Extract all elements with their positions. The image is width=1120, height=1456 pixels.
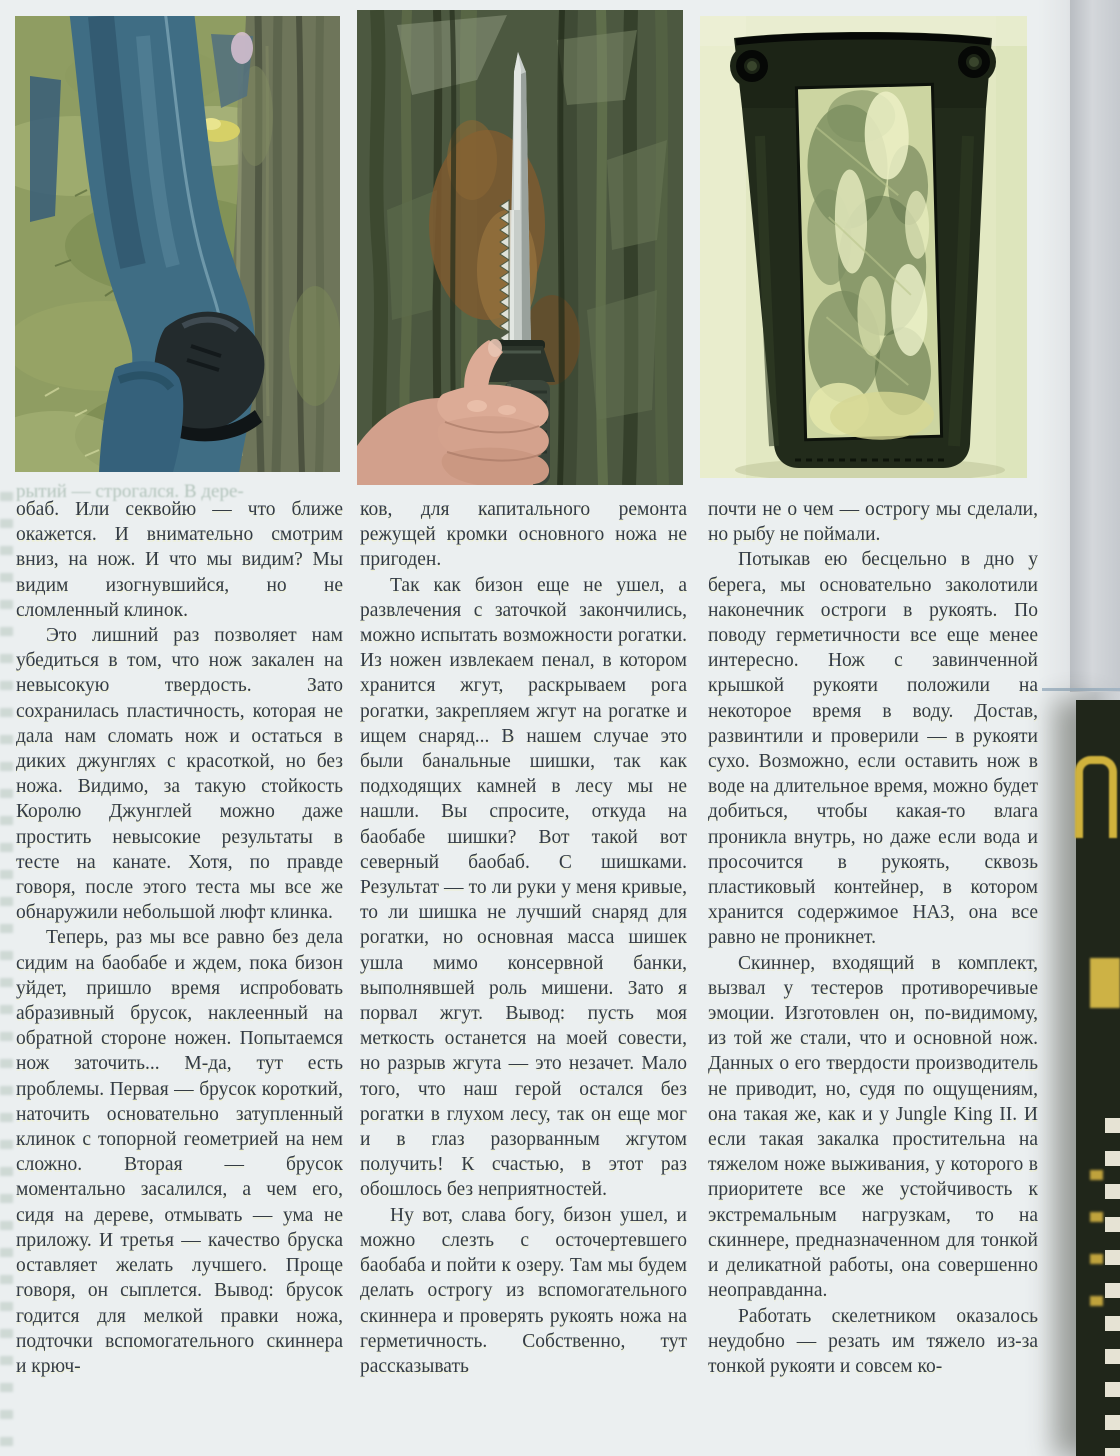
paragraph: Ну вот, слава богу, бизон ушел, и можно слезть с осточертевшего баобаба и пойти к озеру. Там мы будем делать острогу из вспомогательного скиннера и проверять рукоять ножа на герметичность. Собственно, тут рассказывать [360,1204,687,1377]
text-column-3 [708,497,1038,1456]
page-edge-gray-band [1070,0,1120,692]
photo-knife-in-bark [357,10,683,485]
paragraph: Потыкав ею бесцельно в дно у берега, мы основательно заколотили наконечник остроги в рукоять. По поводу герметичности все еще менее интересно. Нож с завинченной крышкой рукояти положили на некоторое время в воду. Достав, развинтили и проверили — в рукояти сухо. Возможно, если оставить нож в воде на длительное время, можно будет добиться, чтобы какая-то влага проникла внутрь, но даже если вода и просочится в рукоять, сквозь пластиковый контейнер, в котором хранится содержимое НАЗ, она все равно не проникнет. [708,549,1038,949]
paragraph: Работать скелетником оказалось неудобно — резать им тяжело из-за тонкой рукояти и совсем ко- [708,1305,1038,1377]
next-page-photo-fragment-block [1090,958,1120,1008]
next-page-photo-fragment-yellow-dashes [1090,1170,1103,1320]
next-page-photo-fragment-dashes [1105,1118,1120,1456]
paragraph: Так как бизон еще не ушел, а развлечения с заточкой закончились, можно испытать возможности рогатки. Из ножен извлекаем пенал, в котором хранится жгут, раскрываем рога рогатки, закрепляем жгут на рогатке и ищем снаряд... В нашем случае это были банальные шишки, так как подходящих камней в лесу мы не нашли. Вы спросите, откуда на баобабе шишки? Вот такой вот северный баобаб. С шишками. Результат — то ли руки у меня кривые, то ли шишка не лучший снаряд для рогатки, но основная масса шишек ушла мимо консервной банки, выполнявшей роль мишени. Зато я порвал жгут. Вывод: пусть моя меткость останется на моей совести, но разрыв жгута — это незачет. Мало того, что наш герой остался без рогатки в глухом лесу, так он еще мог и в глаз разорванным жгутом получить! К счастью, в этот раз обошлось без неприятностей. [360,574,687,1201]
next-page-strip [1076,700,1120,1456]
text-column-1 [16,497,343,1456]
paragraph: Это лишний раз позволяет нам убедиться в том, что нож закален на невысокую твердость. Зато сохранилась пластичность, которая не дала нам сломать нож и остаться в диких джунглях с красоткой, но без ножа. Видимо, за такую стойкость Королю Джунглей можно даже простить невысокие результаты в тесте на канате. Хотя, по правде говоря, после этого теста мы все же обнаружили небольшой люфт клинка. [16,625,343,924]
paragraph: Теперь, раз мы все равно без дела сидим на баобабе и ждем, пока бизон уйдет, пришло время испробовать абразивный брусок, наклеенный на обратной стороне ножен. Попытаемся нож заточить... М-да, тут есть проблемы. Первая — брусок короткий, наточить основательно затупленный клинок с топорной геометрией на нем сложно. Вторая — брусок моментально засалился, а чем его, сидя на дереве, отмывать — ума не приложу. И третья — качество бруска оставляет желать лучшего. Проще говоря, он сыплется. Вывод: брусок годится для мелкой правки ножа, подточки вспомогательного скиннера и крюч- [16,927,343,1377]
left-margin-bleed [0,492,13,1456]
bleed-through-ghost-line: рытий — строгался. В дере- [16,481,244,501]
knife-in-bark-illustration [357,10,683,485]
paragraph: обаб. Или секвойю — что ближе окажется. И внимательно смотрим вниз, на нож. И что мы видим? Мы видим изогнувшийся, но не сломленный клинок. [16,499,343,621]
photo-leg-jeans-tree [15,16,340,472]
next-page-photo-fragment-arch [1075,756,1117,838]
paragraph: почти не о чем — острогу мы сделали, но рыбу не поймали. [708,499,1038,546]
paragraph: ков, для капитального ремонта режущей кромки основного ножа не пригоден. [360,499,687,571]
text-column-2 [360,497,687,1456]
photo-stone-on-sheath [700,16,1027,478]
paragraph: Скиннер, входящий в комплект, вызвал у тестеров противоречивые эмоции. Изготовлен он, по-видимому, из той же стали, что и основной нож. Данных о его твердости производитель не приводит, но, судя по ощущениям, она такая же, как и у Jungle King II. И если такая закалка простительна на тяжелом ноже выживания, у которого в приоритете все же устойчивость к экстремальным нагрузкам, то на скиннере, предназначенном для тонкой и деликатной работы, она совершенно неоправданна. [708,952,1038,1302]
leg-jeans-tree-illustration [15,16,340,472]
next-page-top-edge [1042,688,1120,691]
stone-on-sheath-illustration [700,16,1027,478]
